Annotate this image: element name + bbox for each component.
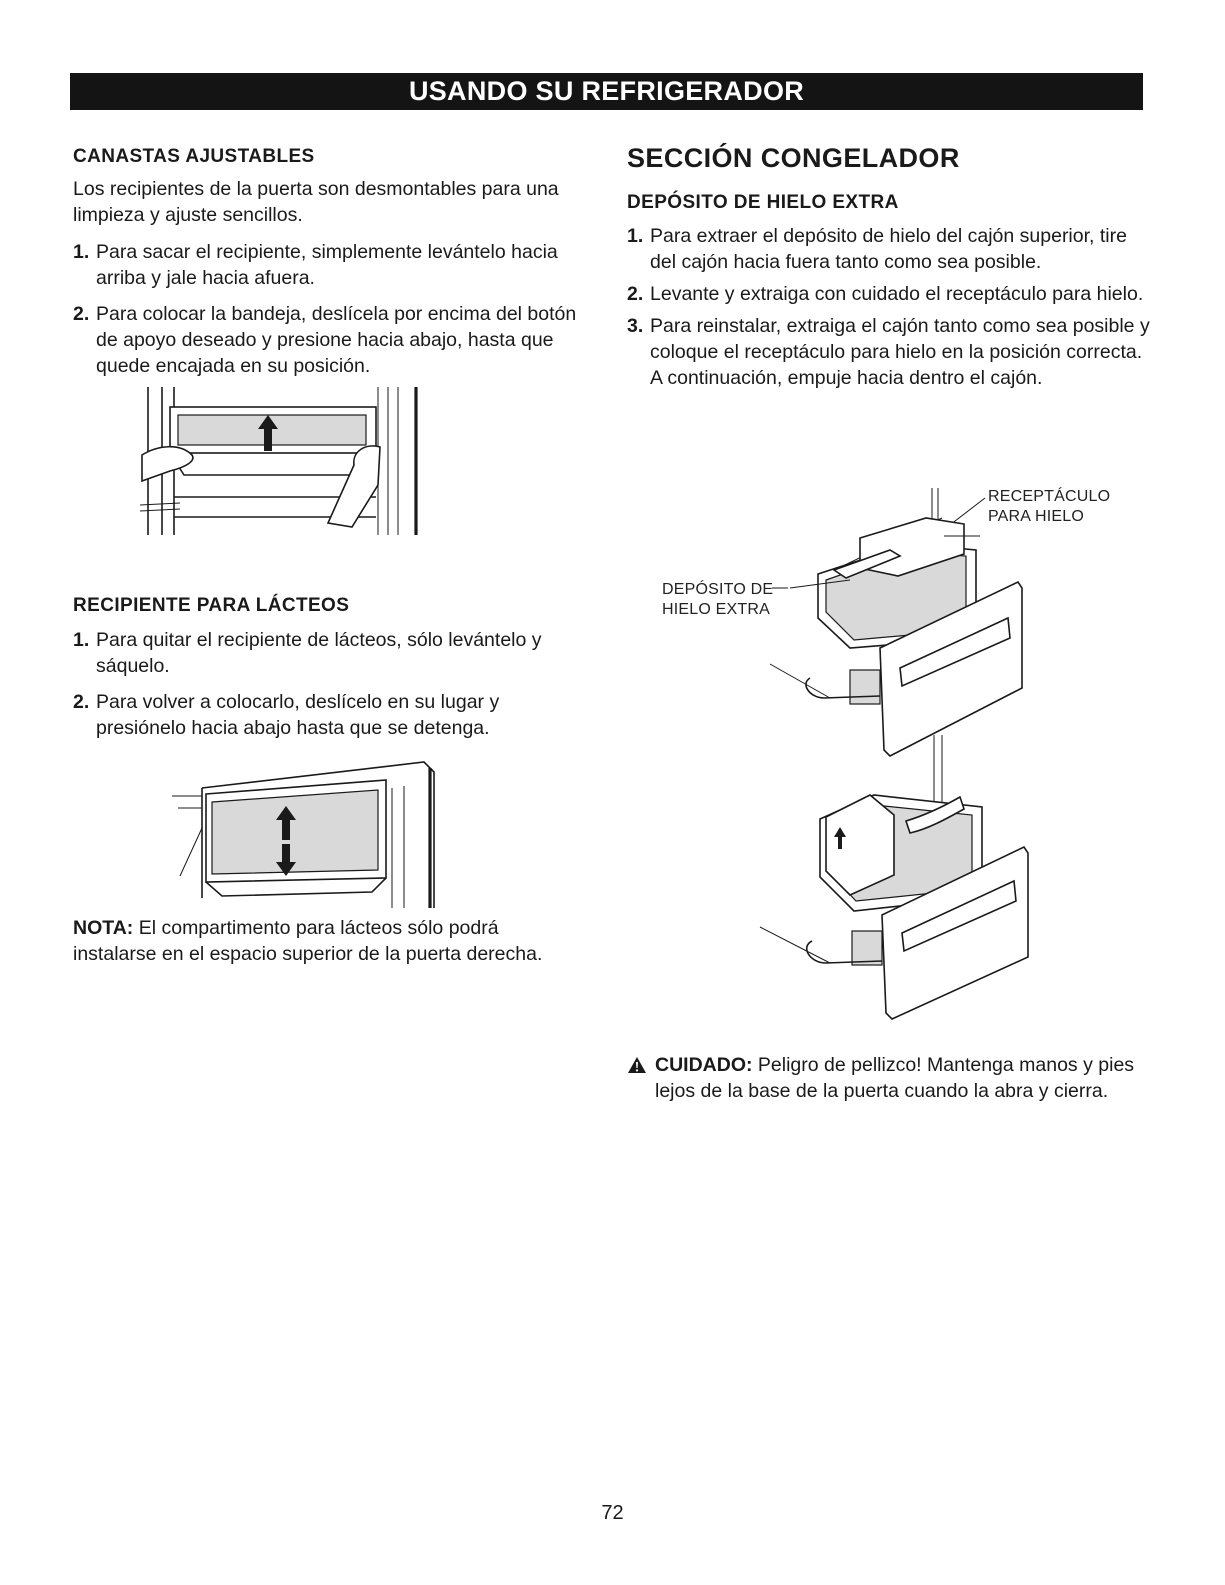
step-number: 3.	[627, 315, 644, 337]
right-column	[627, 140, 1157, 391]
caution-text: Peligro de pellizco! Mantenga manos y pies lejos de la base de la puerta cuando la abra y cierra.	[655, 1054, 1135, 1102]
canastas-steps	[73, 239, 593, 379]
step-text: Levante y extraiga con cuidado el receptáculo para hielo.	[650, 283, 1144, 305]
step-number: 2.	[627, 283, 644, 305]
warning-triangle-icon	[627, 1056, 647, 1074]
list-item	[627, 223, 1157, 275]
step-number: 1.	[73, 241, 90, 263]
list-item	[73, 239, 593, 291]
lacteos-note	[73, 915, 563, 967]
basket-illustration	[140, 385, 430, 540]
list-item	[73, 689, 593, 741]
list-item	[73, 627, 593, 679]
list-item	[627, 281, 1157, 307]
freezer-drawer-illustration-top	[750, 488, 1040, 753]
note-text: El compartimento para lácteos sólo podrá instalarse en el espacio superior de la puerta derecha.	[73, 917, 543, 965]
lacteos-heading: RECIPIENTE PARA LÁCTEOS	[73, 595, 350, 616]
list-item	[627, 313, 1157, 391]
congelador-steps	[627, 223, 1157, 391]
step-number: 2.	[73, 303, 90, 325]
step-text: Para sacar el recipiente, simplemente levántelo hacia arriba y jale hacia afuera.	[96, 241, 558, 289]
congelador-heading: SECCIÓN CONGELADOR	[627, 143, 960, 173]
step-text: Para reinstalar, extraiga el cajón tanto como sea posible y coloque el receptáculo para hielo en la posición correcta. A continuación, empuje hacia dentro el cajón.	[650, 315, 1150, 389]
page-number: 72	[601, 1502, 624, 1524]
step-number: 2.	[73, 691, 90, 713]
lacteos-section	[73, 595, 593, 741]
caution-label: CUIDADO:	[655, 1054, 753, 1076]
lacteos-steps	[73, 627, 593, 741]
note-label: NOTA:	[73, 917, 134, 939]
canastas-heading: CANASTAS AJUSTABLES	[73, 146, 315, 167]
step-text: Para quitar el recipiente de lácteos, sólo levántelo y sáquelo.	[96, 629, 542, 677]
canastas-intro: Los recipientes de la puerta son desmontables para una limpieza y ajuste sencillos.	[73, 178, 559, 226]
left-column	[73, 140, 593, 379]
step-number: 1.	[73, 629, 90, 651]
freezer-drawer-illustration-bottom	[750, 735, 1040, 1020]
label-deposito: DEPÓSITO DE HIELO EXTRA	[662, 581, 774, 618]
label-receptaculo: RECEPTÁCULO PARA HIELO	[988, 488, 1111, 525]
step-number: 1.	[627, 225, 644, 247]
deposito-heading: DEPÓSITO DE HIELO EXTRA	[627, 192, 899, 213]
page-header-banner: USANDO SU REFRIGERADOR	[70, 73, 1143, 110]
step-text: Para volver a colocarlo, deslícelo en su lugar y presiónelo hacia abajo hasta que se detenga.	[96, 691, 500, 739]
caution-block	[627, 1052, 1147, 1104]
step-text: Para extraer el depósito de hielo del cajón superior, tire del cajón hacia fuera tanto como sea posible.	[650, 225, 1127, 273]
list-item	[73, 301, 593, 379]
dairy-bin-illustration	[172, 758, 442, 908]
step-text: Para colocar la bandeja, deslícela por encima del botón de apoyo deseado y presione hacia abajo, hasta que quede encajada en su posición.	[96, 303, 577, 377]
